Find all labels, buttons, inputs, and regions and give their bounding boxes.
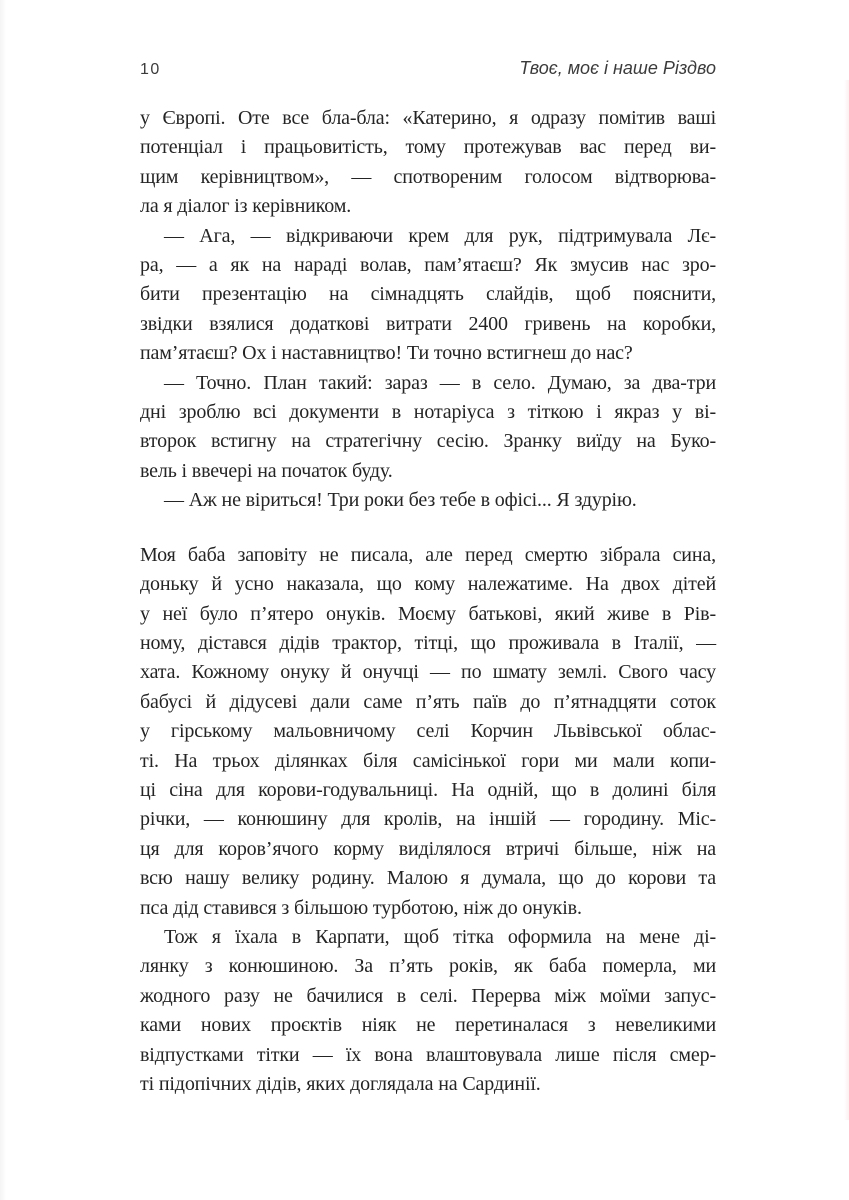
paragraph — [140, 541, 716, 923]
text-line: ному, дістався дідів трактор, тітці, що проживала в Італії, — — [140, 631, 716, 654]
text-line: жодного разу не бачилися в селі. Перерва між моїми запус- — [140, 984, 716, 1007]
text-line: всю нашу велику родину. Малою я думала, що до корови та — [140, 867, 716, 890]
text-line: ла я діалог із керівником. — [140, 195, 352, 218]
page-number: 10 — [140, 61, 161, 78]
text-block — [140, 104, 716, 1099]
text-line: у неї було п’ятеро онуків. Моєму батькові, який живе в Рів- — [140, 602, 716, 625]
running-title: Твоє, моє і наше Різдво — [519, 58, 716, 78]
text-line: — Аж не віриться! Три роки без тебе в офісі... Я здурію. — [164, 489, 637, 512]
text-line: відпустками тітки — їх вона влаштовувала лише після смер- — [140, 1043, 716, 1066]
text-line: пса дід ставився з більшою турботою, ніж до онуків. — [140, 896, 582, 919]
text-line: Моя баба заповіту не писала, але перед смертю зібрала сина, — [140, 543, 716, 566]
text-line: Тож я їхала в Карпати, щоб тітка оформила на мене ді- — [164, 925, 716, 948]
text-line: потенціал і працьовитість, тому протежував вас перед ви- — [140, 136, 716, 159]
page-left-edge-shadow — [0, 0, 6, 1200]
text-line: у Європі. Оте все бла-бла: «Катерино, я одразу помітив ваші — [140, 107, 716, 129]
text-line: ті. На трьох ділянках біля самісінької гори ми мали копи- — [140, 749, 716, 772]
text-line: пам’ятаєш? Ох і наставництво! Ти точно встигнеш до нас? — [140, 342, 633, 365]
page-header — [140, 58, 716, 79]
text-line: ра, — а як на нараді волав, пам’ятаєш? Як змусив нас зро- — [140, 254, 716, 277]
text-line: хата. Кожному онуку й онучці — по шмату землі. Свого часу — [140, 661, 716, 684]
text-line: ті підопічних дідів, яких доглядала на Сардинії. — [140, 1073, 541, 1095]
text-line: бабусі й дідусеві дали саме п’ять паїв до п’ятнадцяти соток — [140, 690, 716, 713]
text-line: вель і ввечері на початок буду. — [140, 459, 393, 482]
text-line: второк встигну на стратегічну сесію. Зранку виїду на Буко- — [140, 430, 716, 453]
text-line: ця для коров’ячого корму виділялося втричі більше, ніж на — [140, 837, 716, 860]
text-line: — Ага, — відкриваючи крем для рук, підтримувала Лє- — [164, 224, 716, 247]
page-right-edge-artifact — [844, 80, 849, 1120]
text-line: річки, — конюшину для кролів, на іншій — городину. Міс- — [140, 808, 716, 831]
paragraph — [140, 369, 716, 487]
paragraph — [140, 104, 716, 222]
text-line: ками нових проєктів ніяк не перетиналася з невеликими — [140, 1014, 716, 1037]
text-line: бити презентацію на сімнадцять слайдів, щоб пояснити, — [140, 283, 716, 306]
text-line: щим керівництвом», — спотвореним голосом відтворюва- — [140, 165, 716, 188]
text-line: — Точно. План такий: зараз — в село. Думаю, за два-три — [164, 371, 716, 394]
paragraph — [140, 923, 716, 1099]
paragraph — [140, 486, 716, 515]
text-line: лянку з конюшиною. За п’ять років, як баба померла, ми — [140, 955, 716, 978]
text-line: дні зроблю всі документи в нотаріуса з тіткою і якраз у ві- — [140, 401, 716, 424]
text-line: ці сіна для корови-годувальниці. На одній, що в долині біля — [140, 778, 716, 801]
text-line: у гірському мальовничому селі Корчин Львівської облас- — [140, 720, 716, 743]
paragraph — [140, 222, 716, 369]
text-line: звідки взялися додаткові витрати 2400 гривень на коробки, — [140, 312, 716, 335]
text-line: доньку й усно наказала, що кому належатиме. На двох дітей — [140, 573, 716, 596]
